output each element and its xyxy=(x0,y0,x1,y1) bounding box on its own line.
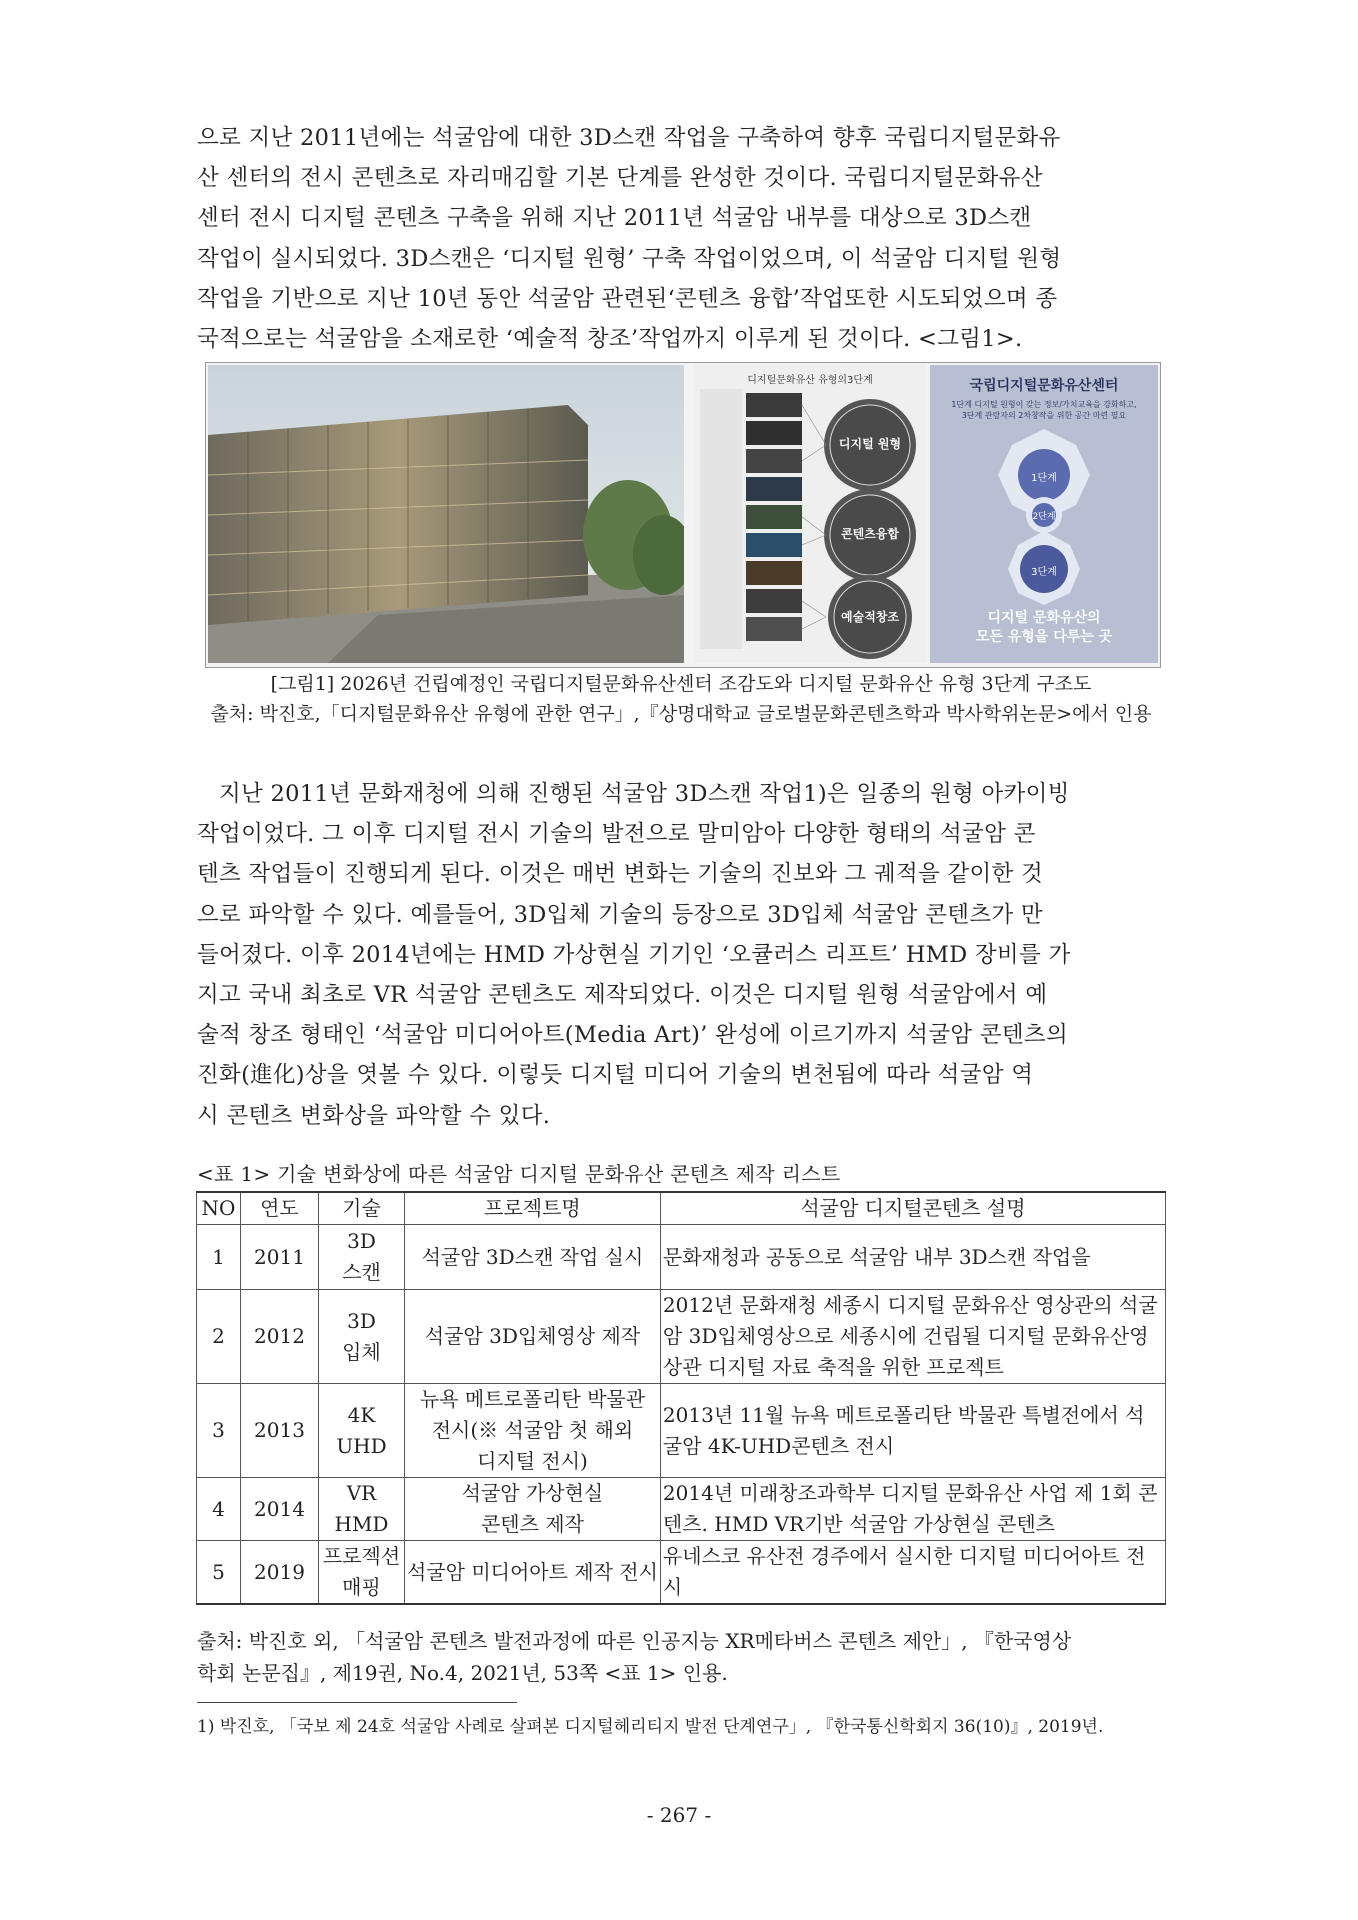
page-number: - 267 - xyxy=(646,1803,712,1827)
cell-year: 2014 xyxy=(241,1478,319,1541)
cell-line: 입체 xyxy=(342,1339,381,1364)
table-row xyxy=(197,1478,1166,1541)
table-header-row xyxy=(197,1192,1166,1225)
cell-no: 4 xyxy=(197,1478,241,1541)
cell-line: HMD xyxy=(334,1512,389,1536)
cell-line: 석굴암 미디어아트 제작 전시 xyxy=(407,1559,658,1584)
cell-tech xyxy=(319,1478,405,1541)
header-project: 프로젝트명 xyxy=(405,1192,661,1225)
cell-year: 2013 xyxy=(241,1384,319,1478)
text-line: 지난 2011년 문화재청에 의해 진행된 석굴암 3D스캔 작업1)은 일종의 원형 아카이빙 xyxy=(219,781,1070,807)
cell-line: VR xyxy=(346,1481,377,1505)
cell-line: 석굴암 3D입체영상 제작 xyxy=(424,1324,641,1348)
cell-line: 디지털 전시) xyxy=(477,1449,588,1473)
cell-tech xyxy=(319,1541,405,1605)
cell-line: 석굴암 가상현실 xyxy=(461,1481,604,1505)
cell-description xyxy=(660,1384,1165,1478)
cell-tech xyxy=(319,1384,405,1478)
text-line: 들어졌다. 이후 2014년에는 HMD 가상현실 기기인 ‘오큘러스 리프트’ HMD 장비를 가 xyxy=(197,941,1071,968)
header-tech: 기술 xyxy=(319,1192,405,1225)
cell-line: UHD xyxy=(336,1433,387,1458)
table-row xyxy=(197,1290,1166,1384)
text-line: 텐츠 작업들이 진행되게 된다. 이것은 매번 변화는 기술의 진보와 그 궤적을 같이한 것 xyxy=(197,861,1044,888)
cell-year: 2019 xyxy=(241,1541,319,1605)
cell-line: 콘텐츠 제작 xyxy=(480,1512,584,1536)
header-description: 석굴암 디지털콘텐츠 설명 xyxy=(660,1192,1165,1225)
text-line: 지고 국내 최초로 VR 석굴암 콘텐츠도 제작되었다. 이것은 디지털 원형 석굴암에서 예 xyxy=(197,982,1048,1009)
stage-2-label: 콘텐츠융합 xyxy=(841,527,899,541)
level-1-label: 1단계 xyxy=(1031,473,1057,484)
table-row xyxy=(197,1541,1166,1605)
cell-description xyxy=(660,1225,1165,1290)
cell-no: 2 xyxy=(197,1290,241,1384)
cell-line: 시 xyxy=(662,1575,683,1599)
cell-line: 프로젝션 xyxy=(322,1544,401,1568)
panel-bottom-line: 디지털 문화유산의 xyxy=(987,610,1101,626)
cell-project xyxy=(405,1478,661,1541)
table-row xyxy=(197,1225,1166,1290)
panel-subtitle-line: 3단계 관람자의 2차창작을 위한 공간 마련 필요 xyxy=(961,411,1127,420)
cell-line: 유네스코 유산전 경주에서 실시한 디지털 미디어아트 전 xyxy=(662,1544,1146,1568)
cell-line: 굴암 4K-UHD콘텐츠 전시 xyxy=(662,1433,895,1458)
figure-caption: [그림1] 2026년 건립예정인 국립디지털문화유산센터 조감도와 디지털 문화유산 유형 3단계 구조도 xyxy=(270,673,1092,695)
body-paragraph-1 xyxy=(197,118,1165,359)
cell-description xyxy=(660,1290,1165,1384)
cell-line: 3D xyxy=(347,1308,376,1333)
cell-line: 매핑 xyxy=(342,1575,381,1599)
text-line: 출처: 박진호 외, 「석굴암 콘텐츠 발전과정에 따른 인공지능 XR메타버스 콘텐츠 제안」, 『한국영상 xyxy=(197,1629,1072,1653)
cell-year: 2012 xyxy=(241,1290,319,1384)
body-paragraph-2 xyxy=(197,774,1165,1136)
center-rendering-image xyxy=(208,365,684,663)
panel-bottom-line: 모든 유형을 다루는 곳 xyxy=(975,629,1113,645)
cell-line: 텐츠. HMD VR기반 석굴암 가상현실 콘텐츠 xyxy=(662,1512,1056,1536)
cell-line: 상관 디지털 자료 축적을 위한 프로젝트 xyxy=(662,1355,1004,1379)
panel-title: 국립디지털문화유산센터 xyxy=(969,378,1119,394)
footnote-divider xyxy=(197,1702,517,1703)
table-row xyxy=(197,1384,1166,1478)
cell-project xyxy=(405,1290,661,1384)
cell-line: 전시(※ 석굴암 첫 해외 xyxy=(431,1418,634,1442)
text-line: 작업이었다. 그 이후 디지털 전시 기술의 발전으로 말미암아 다양한 형태의 석굴암 콘 xyxy=(197,821,1036,848)
cell-line: 스캔 xyxy=(342,1260,381,1284)
cell-no: 5 xyxy=(197,1541,241,1605)
content-list-table xyxy=(196,1191,1166,1605)
text-line: 센터 전시 디지털 콘텐츠 구축을 위해 지난 2011년 석굴암 내부를 대상으로 3D스캔 xyxy=(197,205,1032,232)
text-line: 시 콘텐츠 변화상을 파악할 수 있다. xyxy=(197,1102,551,1129)
level-2-label: 2단계 xyxy=(1032,512,1056,522)
table-title: <표 1> 기술 변화상에 따른 석굴암 디지털 문화유산 콘텐츠 제작 리스트 xyxy=(197,1162,841,1186)
national-center-panel xyxy=(930,365,1158,663)
panel-bottom-text xyxy=(930,609,1158,647)
figure-source: 출처: 박진호,「디지털문화유산 유형에 관한 연구」,『상명대학교 글로벌문화콘텐츠학과 박사학위논문>에서 인용 xyxy=(210,703,1152,725)
diagram-title: 디지털문화유산 유형의3단계 xyxy=(747,375,873,386)
text-line: 작업을 기반으로 지난 10년 동안 석굴암 관련된‘콘텐츠 융합’작업또한 시도되었으며 종 xyxy=(197,285,1058,312)
cell-line: 석굴암 3D스캔 작업 실시 xyxy=(421,1244,644,1269)
cell-project xyxy=(405,1384,661,1478)
cell-description xyxy=(660,1541,1165,1605)
cell-project xyxy=(405,1225,661,1290)
footnote: 1) 박진호, 「국보 제 24호 석굴암 사례로 살펴본 디지털헤리티지 발전 단계연구」, 『한국통신학회지 36(10)』, 2019년. xyxy=(197,1717,1104,1737)
level-3-label: 3단계 xyxy=(1031,567,1057,578)
cell-line: 2012년 문화재청 세종시 디지털 문화유산 영상관의 석굴 xyxy=(662,1293,1158,1317)
panel-subtitle-line: 1단계 디지털 원형이 갖는 정보/가치교육을 강화하고, xyxy=(951,400,1137,409)
text-line: 으로 파악할 수 있다. 예를들어, 3D입체 기술의 등장으로 3D입체 석굴암 콘텐츠가 만 xyxy=(197,901,1043,928)
cell-line: 문화재청과 공동으로 석굴암 내부 3D스캔 작업을 xyxy=(662,1244,1091,1269)
cell-no: 3 xyxy=(197,1384,241,1478)
cell-year: 2011 xyxy=(241,1225,319,1290)
cell-line: 2014년 미래창조과학부 디지털 문화유산 사업 제 1회 콘 xyxy=(662,1481,1158,1505)
header-no: NO xyxy=(197,1192,241,1225)
table-source xyxy=(197,1625,1165,1689)
cell-tech xyxy=(319,1290,405,1384)
header-year: 연도 xyxy=(241,1192,319,1225)
three-stage-diagram xyxy=(694,365,926,663)
text-line: 학회 논문집』, 제19권, No.4, 2021년, 53쪽 <표 1> 인용. xyxy=(197,1661,728,1685)
text-line: 술적 창조 형태인 ‘석굴암 미디어아트(Media Art)’ 완성에 이르기까지 석굴암 콘텐츠의 xyxy=(197,1022,1068,1049)
cell-description xyxy=(660,1478,1165,1541)
text-line: 으로 지난 2011년에는 석굴암에 대한 3D스캔 작업을 구축하여 향후 국립디지털문화유 xyxy=(197,125,1061,151)
cell-project xyxy=(405,1541,661,1605)
cell-no: 1 xyxy=(197,1225,241,1290)
cell-line: 3D xyxy=(347,1229,376,1253)
stage-1-label: 디지털 원형 xyxy=(838,437,902,451)
text-line: 진화(進化)상을 엿볼 수 있다. 이렇듯 디지털 미디어 기술의 변천됨에 따라 석굴암 역 xyxy=(197,1062,1034,1089)
cell-line: 2013년 11월 뉴욕 메트로폴리탄 박물관 특별전에서 석 xyxy=(662,1402,1145,1427)
stage-3-label: 예술적창조 xyxy=(841,610,899,624)
figure-1 xyxy=(205,362,1161,668)
cell-tech xyxy=(319,1225,405,1290)
text-line: 국적으로는 석굴암을 소재로한 ‘예술적 창조’작업까지 이루게 된 것이다. <그림1>. xyxy=(197,326,1023,353)
cell-line: 뉴욕 메트로폴리탄 박물관 xyxy=(419,1387,646,1411)
text-line: 산 센터의 전시 콘텐츠로 자리매김할 기본 단계를 완성한 것이다. 국립디지털문화유산 xyxy=(197,165,1043,192)
cell-line: 4K xyxy=(347,1402,376,1427)
cell-line: 암 3D입체영상으로 세종시에 건립될 디지털 문화유산영 xyxy=(662,1324,1149,1348)
text-line: 작업이 실시되었다. 3D스캔은 ‘디지털 원형’ 구축 작업이었으며, 이 석굴암 디지털 원형 xyxy=(197,245,1062,272)
